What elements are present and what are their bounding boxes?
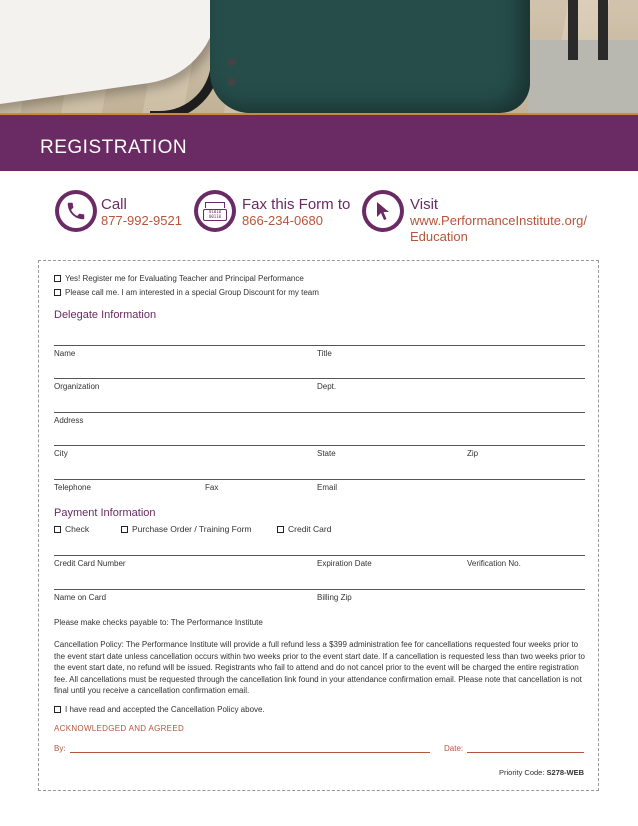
name-on-card-line[interactable] xyxy=(54,589,585,590)
delegate-info-title: Delegate Information xyxy=(54,309,157,321)
zip-label: Zip xyxy=(467,449,479,458)
registration-form xyxy=(38,260,599,791)
date-line[interactable] xyxy=(467,752,584,753)
date-label: Date: xyxy=(444,744,464,753)
group-discount-checkbox[interactable] xyxy=(54,289,61,296)
city-label: City xyxy=(54,449,68,458)
name-line[interactable] xyxy=(54,345,585,346)
email-label: Email xyxy=(317,483,338,492)
call-label: Call xyxy=(101,196,127,213)
telephone-label: Telephone xyxy=(54,483,91,492)
check-checkbox[interactable] xyxy=(54,526,61,533)
fax-field-label: Fax xyxy=(205,483,219,492)
page-title: REGISTRATION xyxy=(40,137,188,158)
signature-line[interactable] xyxy=(70,752,430,753)
city-line[interactable] xyxy=(54,445,585,446)
organization-line[interactable] xyxy=(54,378,585,379)
billing-zip-label: Billing Zip xyxy=(317,593,352,602)
priority-code: Priority Code: S278-WEB xyxy=(499,768,585,777)
option-group-discount[interactable]: Please call me. I am interested in a special Group Discount for my team xyxy=(54,288,319,297)
payment-po-option[interactable]: Purchase Order / Training Form xyxy=(121,524,252,534)
payment-info-title: Payment Information xyxy=(54,507,156,519)
po-checkbox[interactable] xyxy=(121,526,128,533)
dept-label: Dept. xyxy=(317,382,337,391)
fax-number: 866-234-0680 xyxy=(242,213,323,228)
cancellation-policy: Cancellation Policy: The Performance Institute will provide a full refund less a $399 administration fee for cancellations requested four weeks prior to the event start date unless cancellation occurs within two weeks prior to the event start date. If a cancellation is requested less than two weeks prior to the event start date, no refund will be issued. Registrants who fail to attend and do not cancel prior to the event will be charged the entire registration fee. All cancellations must be requested through the cancellation link found in your attendance confirmation email. Please note that cancellation is not final until you receive a cancellation confirmation email. xyxy=(54,640,585,695)
accept-policy-option[interactable]: I have read and accepted the Cancellation Policy above. xyxy=(54,705,265,714)
expiration-label: Expiration Date xyxy=(317,559,372,568)
hero-photo xyxy=(0,0,638,113)
title-band xyxy=(0,113,638,171)
payment-check-option[interactable]: Check xyxy=(54,524,89,534)
fax-label: Fax this Form to xyxy=(242,196,351,213)
acknowledged-heading: ACKNOWLEDGED AND AGREED xyxy=(54,724,185,733)
verification-label: Verification No. xyxy=(467,559,521,568)
address-line[interactable] xyxy=(54,412,585,413)
credit-card-checkbox[interactable] xyxy=(277,526,284,533)
visit-url-line2[interactable]: Education xyxy=(410,229,468,244)
card-number-label: Credit Card Number xyxy=(54,559,126,568)
payment-card-option[interactable]: Credit Card xyxy=(277,524,331,534)
register-checkbox[interactable] xyxy=(54,275,61,282)
accept-policy-checkbox[interactable] xyxy=(54,706,61,713)
organization-label: Organization xyxy=(54,382,100,391)
name-label: Name xyxy=(54,349,76,358)
phone-icon xyxy=(55,190,97,232)
visit-label: Visit xyxy=(410,196,439,213)
state-label: State xyxy=(317,449,336,458)
visit-url[interactable]: www.PerformanceInstitute.org/ xyxy=(410,213,588,228)
card-number-line[interactable] xyxy=(54,555,585,556)
telephone-line[interactable] xyxy=(54,479,585,480)
title-label: Title xyxy=(317,349,332,358)
option-register[interactable]: Yes! Register me for Evaluating Teacher and Principal Performance xyxy=(54,274,304,283)
call-number: 877-992-9521 xyxy=(101,213,182,228)
priority-code-value: S278-WEB xyxy=(546,768,585,777)
fax-icon: 01010 00110 xyxy=(194,190,236,232)
name-on-card-label: Name on Card xyxy=(54,593,107,602)
cursor-icon xyxy=(362,190,404,232)
address-label: Address xyxy=(54,416,84,425)
by-label: By: xyxy=(54,744,66,753)
checks-payable-note: Please make checks payable to: The Performance Institute xyxy=(54,618,263,627)
